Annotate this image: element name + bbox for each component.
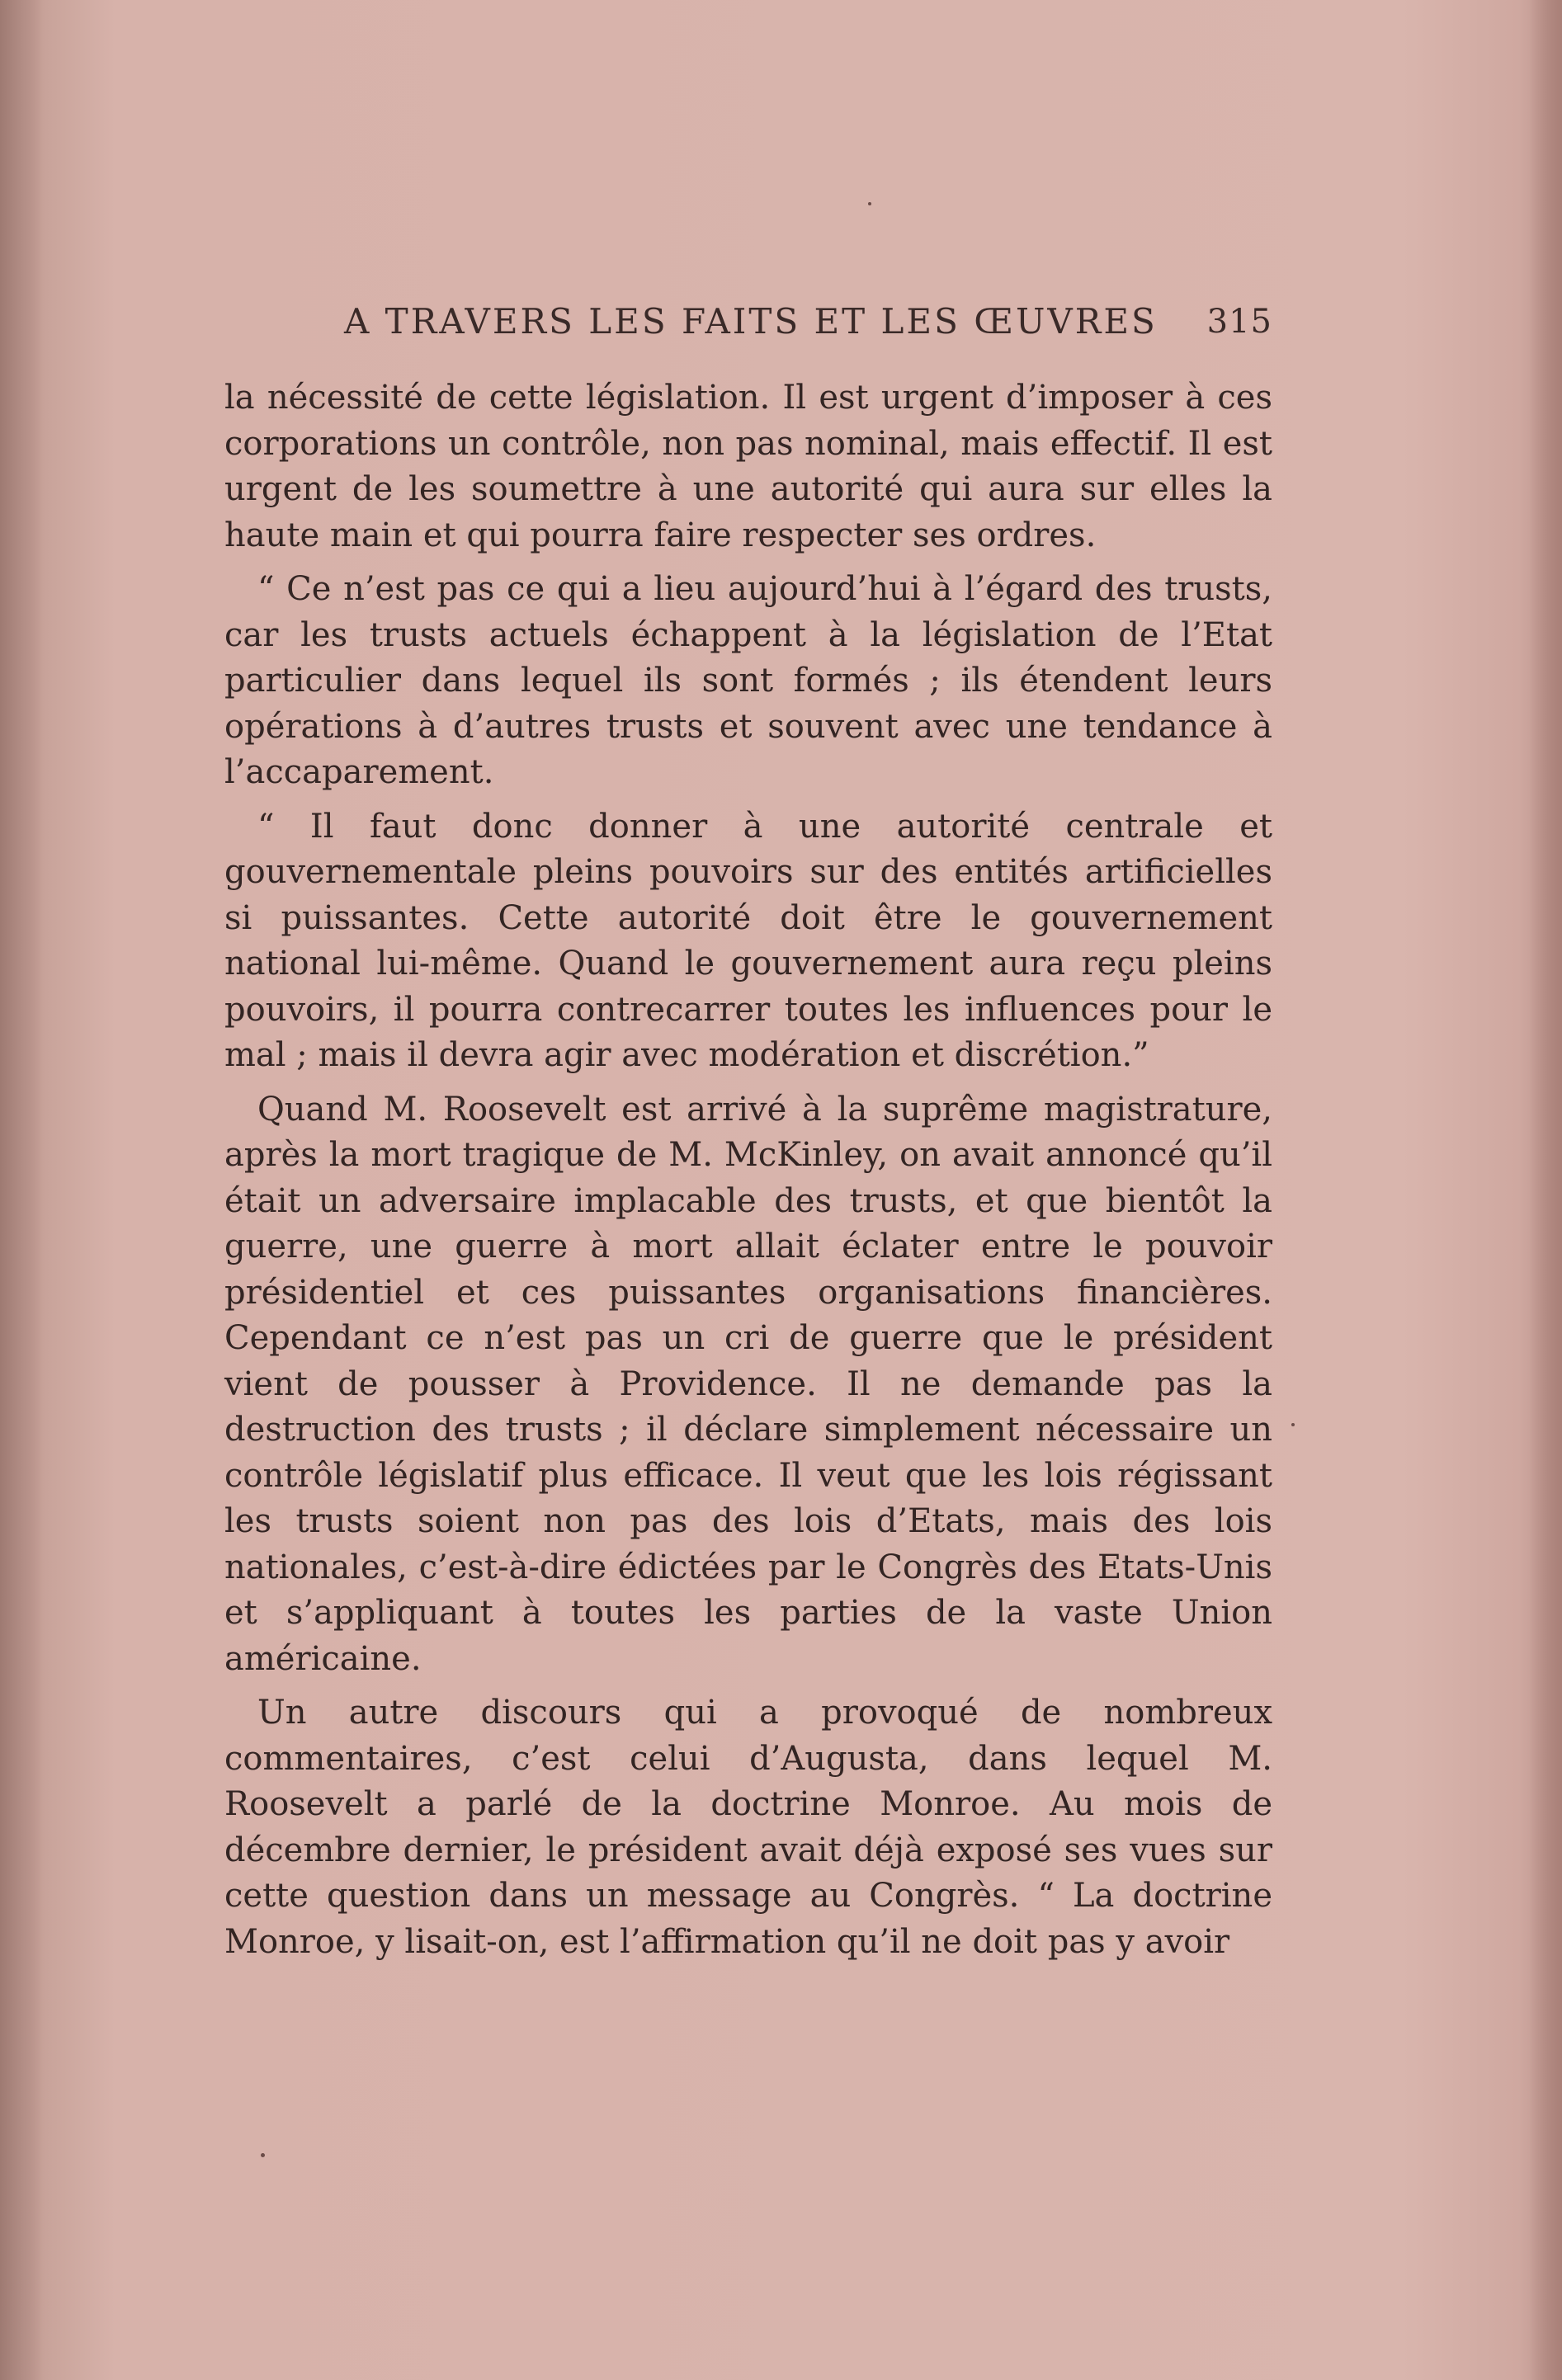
page-edge-shadow xyxy=(1529,0,1562,2380)
running-header xyxy=(224,301,1272,351)
paragraph-5: Un autre discours qui a provoqué de nombreux commentaires, c’est celui d’Augusta, dans lequel M. Roosevelt a parlé de la doctrine Monroe. Au mois de décembre dernier, le président avait déjà exposé ses vues sur cette question dans un message au Congrès. “ La doctrine Monroe, y lisait-on, est l’affirmation qu’il ne doit pas y avoir xyxy=(224,1694,1272,1961)
paper-speck xyxy=(1291,1423,1295,1426)
body-text xyxy=(224,375,1272,1973)
paragraph-4: Quand M. Roosevelt est arrivé à la suprême magistrature, après la mort tragique de M. McKinley, on avait annoncé qu’il était un adversaire implacable des trusts, et que bientôt la guerre, une guerre à mort allait éclater entre le pouvoir présidentiel et ces puissantes organisations financières. Cependant ce n’est pas un cri de guerre que le président vient de pousser à Providence. Il ne demande pas la destruction des trusts ; il déclare simplement nécessaire un contrôle législatif plus efficace. Il veut que les lois régissant les trusts soient non pas des lois d’Etats, mais des lois nationales, c’est-à-dire édictées par le Congrès des Etats-Unis et s’appliquant à toutes les parties de la vaste Union américaine. xyxy=(224,1090,1272,1678)
paragraph-3: “ Il faut donc donner à une autorité centrale et gouvernementale pleins pouvoirs sur des entités artificielles si puissantes. Cette autorité doit être le gouvernement national lui-même. Quand le gouvernement aura reçu pleins pouvoirs, il pourra contrecarrer toutes les influences pour le mal ; mais il devra agir avec modération et discrétion.” xyxy=(224,807,1272,1074)
running-title: A TRAVERS LES FAITS ET LES ŒUVRES xyxy=(344,301,1158,342)
paper-speck xyxy=(261,2153,265,2157)
page-number: 315 xyxy=(1206,303,1272,341)
binding-gutter xyxy=(0,0,43,2380)
paragraph-1: la nécessité de cette législation. Il est urgent d’imposer à ces corporations un contrôle, non pas nominal, mais effectif. Il est urgent de les soumettre à une autorité qui aura sur elles la haute main et qui pourra faire respecter ses ordres. xyxy=(224,379,1272,554)
paper-speck xyxy=(868,202,871,205)
paragraph-2: “ Ce n’est pas ce qui a lieu aujourd’hui à l’égard des trusts, car les trusts actuels échappent à la législation de l’Etat particulier dans lequel ils sont formés ; ils étendent leurs opérations à d’autres trusts et souvent avec une tendance à l’accaparement. xyxy=(224,570,1272,791)
